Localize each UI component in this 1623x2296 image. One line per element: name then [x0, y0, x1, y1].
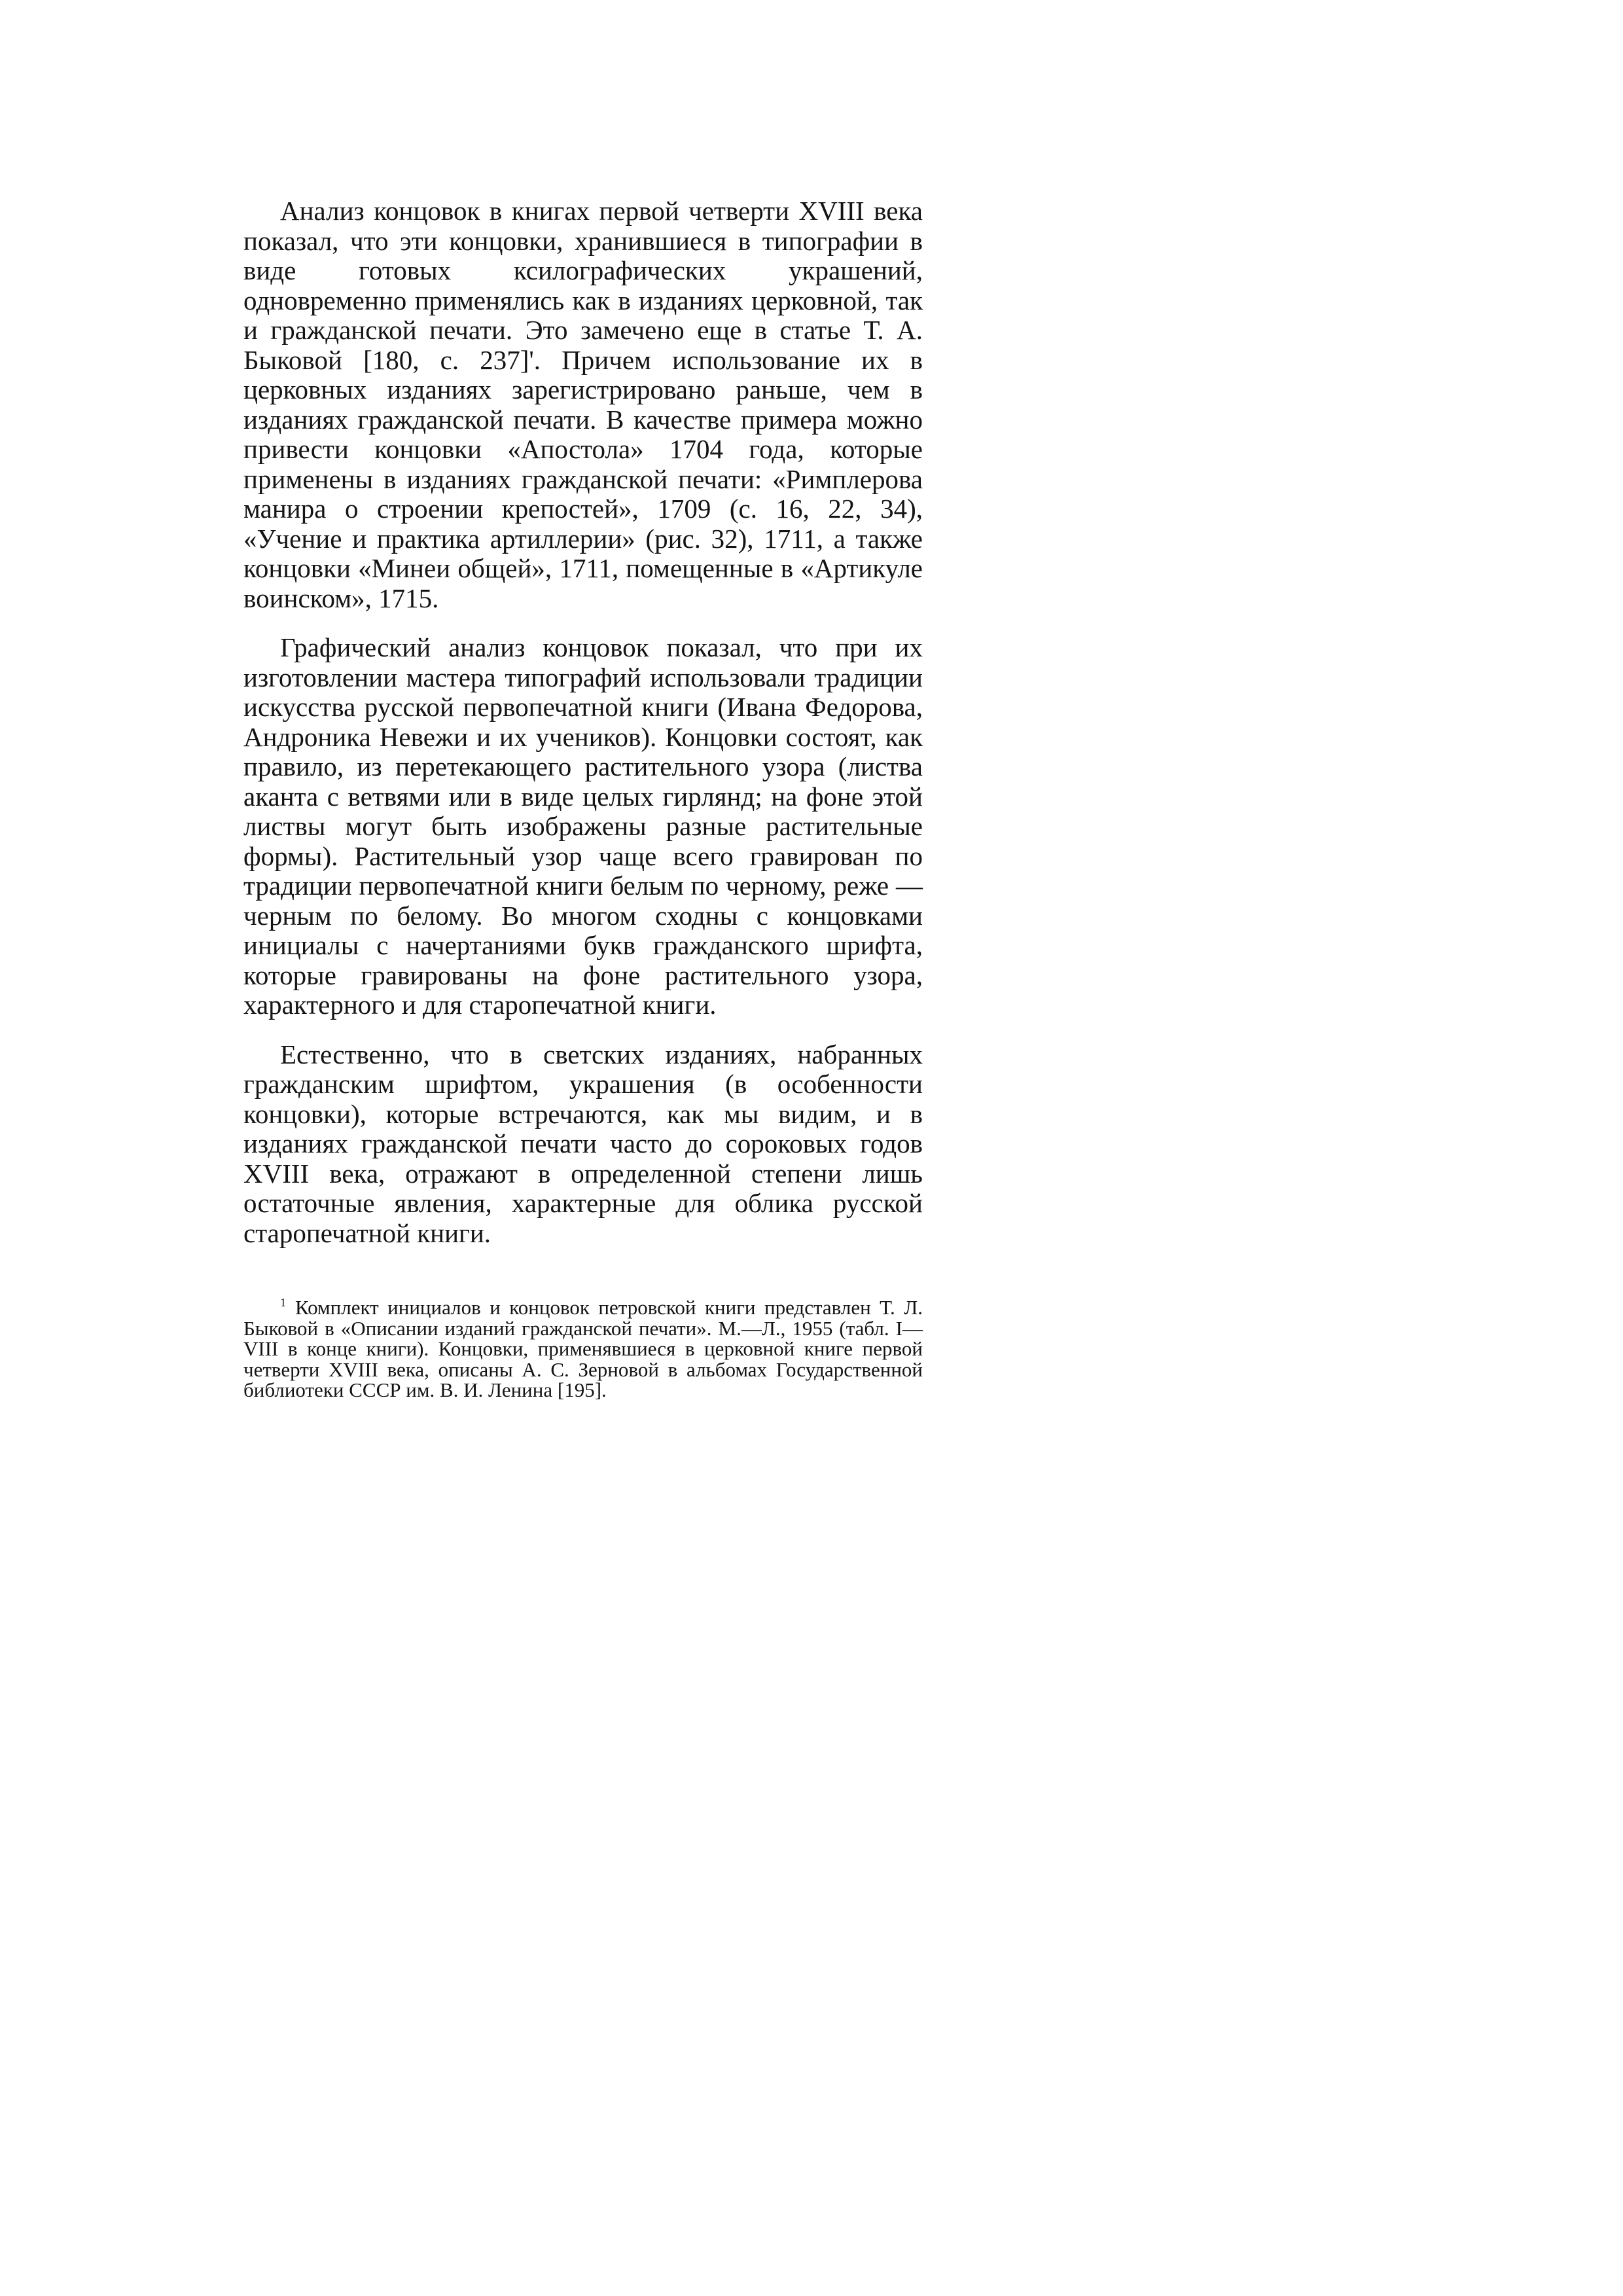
footnote [243, 1293, 923, 1401]
paragraph-3: Естественно, что в светских изданиях, набранных гражданским шрифтом, украшения (в особенности концовки), которые встречаются, как мы видим, и в изданиях гражданской печати часто до сороковых годов XVIII века, отражают в определенной степени лишь остаточные явления, характерные для облика русской старопечатной книги. [243, 1039, 923, 1248]
paragraph-1: Анализ концовок в книгах первой четверти XVIII века показал, что эти концовки, хранившиеся в типографии в виде готовых ксилографических украшений, одновременно применялись как в изданиях церковной, так и гражданской печати. Это замечено еще в статье Т. А. Быковой [180, с. 237]'. Причем использование их в церковных изданиях зарегистрировано раньше, чем в изданиях гражданской печати. В качестве примера можно привести концовки «Апостола» 1704 года, которые применены в изданиях гражданской печати: «Римплерова манира о строении крепостей», 1709 (с. 16, 22, 34), «Учение и практика артиллерии» (рис. 32), 1711, а также концовки «Минеи общей», 1711, помещенные в «Артикуле воинском», 1715. [243, 196, 923, 613]
footnote-marker: 1 [280, 1296, 286, 1309]
paragraph-2: Графический анализ концовок показал, что при их изготовлении мастера типографий использовали традиции искусства русской первопечатной книги (Ивана Федорова, Андроника Невежи и их учеников). Концовки состоят, как правило, из перетекающего растительного узора (листва аканта с ветвями или в виде целых гирлянд; на фоне этой листвы могут быть изображены разные растительные формы). Растительный узор чаще всего гравирован по традиции первопечатной книги белым по черному, реже — черным по белому. Во многом сходны с концовками инициалы с начертаниями букв гражданского шрифта, которые гравированы на фоне растительного узора, характерного и для старопечатной книги. [243, 632, 923, 1020]
footnote-text: Комплект инициалов и концовок петровской книги представлен Т. Л. Быковой в «Описании изданий гражданской печати». М.—Л., 1955 (табл. I—VIII в конце книги). Концовки, применявшиеся в церковной книге первой четверти XVIII века, описаны А. С. Зерновой в альбомах Государственной библиотеки СССР им. В. И. Ленина [195]. [243, 1296, 923, 1401]
main-text-block [243, 196, 923, 1421]
